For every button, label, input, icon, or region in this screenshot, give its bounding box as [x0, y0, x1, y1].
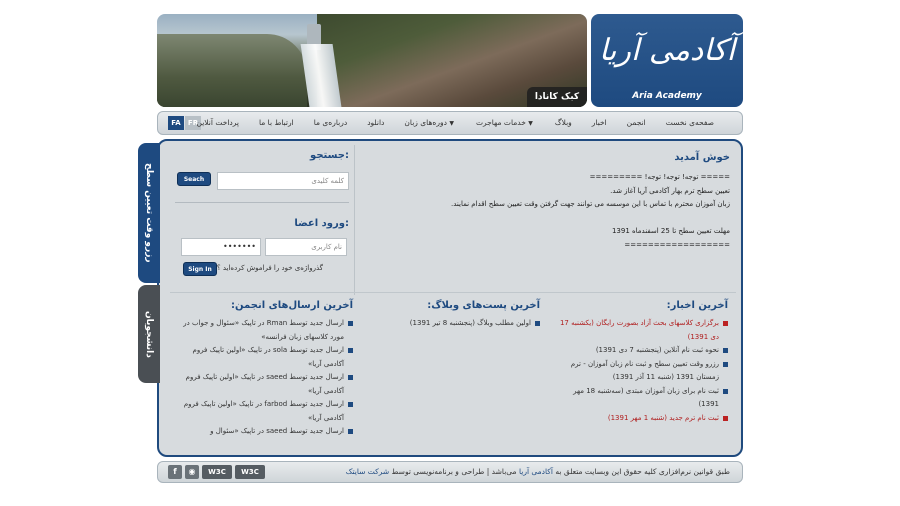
site-logo[interactable]	[591, 14, 743, 107]
latest-forum-title: آخرین ارسال‌های انجمن:	[231, 300, 353, 311]
photo-cliff-left	[157, 34, 307, 107]
welcome-line: تعیین سطح ترم بهار آکادمی آریا آغاز شد.	[610, 186, 730, 195]
forum-item-text: ارسال جدید توسط farbod در تاپیک «اولین تاپیک فروم آکادمی آریا»	[183, 400, 344, 422]
welcome-line: زبان آموزان محترم با تماس با این موسسه می توانند جهت گرفتن وقت تعیین سطح اقدام نمایند.	[450, 200, 730, 208]
blog-item-text: اولین مطلب وبلاگ (پنجشنبه 8 تیر 1391)	[409, 319, 531, 327]
news-item-text: ثبت نام برای زبان آموزان مبتدی (سه‌شنبه 18 مهر 1391)	[573, 386, 719, 408]
forum-item-text: ارسال جدید توسط Rman در تاپیک «سئوال و جواب در مورد کلاسهای زبان فرانسه»	[183, 319, 344, 341]
chevron-down-icon: ▼	[528, 119, 533, 127]
nav-item-home[interactable]	[656, 112, 724, 134]
footer-link-sitec[interactable]: شرکت سایتک	[345, 467, 390, 476]
sidebar-divider	[175, 202, 349, 203]
welcome-line: مهلت تعیین سطح تا 25 اسفندماه 1391	[611, 227, 730, 235]
sign-in-button[interactable]: Sign In	[183, 262, 217, 276]
nav-item-label: درباره‌ی ما	[313, 118, 348, 127]
w3c-css-icon[interactable]: W3C	[202, 465, 232, 479]
forum-item-text: ارسال جدید توسط sola در تاپیک «اولین تاپیک فروم آکادمی آریا»	[192, 346, 344, 368]
w3c-xhtml-icon[interactable]: W3C	[235, 465, 265, 479]
nav-item-immigration[interactable]	[466, 112, 545, 135]
latest-blog-title: آخرین پست‌های وبلاگ:	[427, 300, 540, 311]
side-tabs	[138, 143, 160, 383]
nav-item-forum[interactable]	[617, 112, 656, 134]
nav-item-news[interactable]	[582, 112, 617, 134]
nav-item-about[interactable]	[304, 112, 357, 134]
welcome-text	[360, 171, 730, 252]
latest-forum-section	[173, 300, 353, 439]
lang-fr-button[interactable]: FR	[185, 116, 201, 130]
search-title: جستجو:	[310, 150, 349, 161]
header-photo	[157, 14, 587, 107]
side-tab-students[interactable]	[138, 285, 160, 383]
forum-item-text: ارسال جدید توسط saeed در تاپیک «اولین تاپیک فروم آکادمی آریا»	[185, 373, 344, 395]
welcome-line: ===== توجه! توجه! توجه! =========	[589, 173, 730, 181]
nav-item-label: پرداخت آنلاین	[196, 118, 239, 127]
lang-fa-button[interactable]: FA	[168, 116, 184, 130]
login-box	[175, 214, 349, 284]
main-navigation	[157, 111, 743, 135]
forum-item[interactable]	[173, 398, 353, 425]
nav-item-label: انجمن	[626, 118, 646, 127]
forum-item-text: ارسال جدید توسط saeed در تاپیک «سئوال و	[210, 427, 344, 435]
footer-text-2: می‌باشد | طراحی و برنامه‌نویسی توسط	[391, 467, 517, 476]
news-item[interactable]	[555, 412, 728, 426]
chevron-down-icon: ▼	[449, 119, 454, 127]
news-item-text: ثبت نام ترم جدید (شنبه 1 مهر 1391)	[607, 413, 719, 422]
latest-blog-section	[372, 300, 540, 331]
side-tab-students-label: دانشجویان	[144, 310, 154, 358]
rss-icon[interactable]: ◉	[185, 465, 199, 479]
welcome-section	[354, 145, 730, 295]
side-tab-level-reservation-label: رزرو وقت تعیین سطح	[144, 163, 154, 263]
footer-copyright	[346, 462, 730, 482]
news-item[interactable]	[555, 358, 728, 385]
nav-items	[187, 112, 724, 134]
nav-item-label: خدمات مهاجرت	[475, 117, 526, 127]
username-field[interactable]: نام کاربری	[265, 238, 347, 256]
side-tab-level-reservation[interactable]	[138, 143, 160, 283]
nav-item-contact[interactable]	[249, 112, 304, 134]
login-title: ورود اعضا:	[294, 218, 349, 229]
logo-english-text: Aria Academy	[632, 91, 702, 101]
latest-news-title: آخرین اخبار:	[666, 300, 728, 311]
welcome-line: ==================	[624, 240, 730, 249]
footer-text-1: طبق قوانین نرم‌افزاری کلیه حقوق این وبسایت متعلق به	[555, 467, 730, 476]
forum-item[interactable]	[173, 344, 353, 371]
news-item-text: رزرو وقت تعیین سطح و ثبت نام زبان آموزان - ترم زمستان 1391 (شنبه 11 آذر 1391)	[570, 359, 719, 381]
nav-item-online-payment[interactable]	[187, 112, 249, 134]
footer-icons	[168, 465, 265, 479]
news-item-text: نحوه ثبت نام آنلاین (پنجشنبه 7 دی 1391)	[595, 346, 719, 354]
nav-item-label: صفحه‌ی نخست	[665, 118, 714, 127]
forgot-password-link[interactable]: گذرواژه‌ی خود را فراموش کرده‌اید ؟	[216, 264, 323, 272]
news-item-text: برگزاری کلاسهای بحث آزاد بصورت رایگان (یکشنبه 17 دی 1391)	[559, 319, 719, 341]
password-field[interactable]: •••••••	[181, 238, 261, 256]
news-item[interactable]	[555, 317, 728, 344]
logo-persian-text: آکادمی آریا	[598, 33, 736, 68]
nav-item-label: دانلود	[367, 118, 385, 127]
welcome-title: خوش آمدید	[674, 152, 730, 163]
forum-item[interactable]	[173, 425, 353, 439]
blog-item[interactable]	[372, 317, 540, 331]
facebook-icon[interactable]: f	[168, 465, 182, 479]
forum-item[interactable]	[173, 317, 353, 344]
nav-item-download[interactable]	[357, 112, 394, 134]
footer-link-academy[interactable]: آکادمی آریا	[518, 467, 553, 476]
welcome-line	[360, 212, 730, 226]
search-input[interactable]: کلمه کلیدی	[217, 172, 349, 190]
latest-news-section	[555, 300, 728, 425]
nav-item-label: اخبار	[591, 118, 607, 127]
nav-item-blog[interactable]	[545, 112, 582, 134]
nav-item-language-courses[interactable]	[394, 112, 466, 135]
news-item[interactable]	[555, 344, 728, 358]
photo-caption: کبک کانادا	[527, 87, 587, 107]
news-item[interactable]	[555, 385, 728, 412]
footer	[157, 461, 743, 483]
nav-item-label: ارتباط با ما	[259, 118, 294, 127]
nav-item-label: وبلاگ	[554, 118, 572, 127]
section-divider	[170, 292, 736, 293]
forum-item[interactable]	[173, 371, 353, 398]
nav-item-label: دوره‌های زبان	[404, 117, 447, 127]
search-button[interactable]: Seach	[177, 172, 211, 186]
